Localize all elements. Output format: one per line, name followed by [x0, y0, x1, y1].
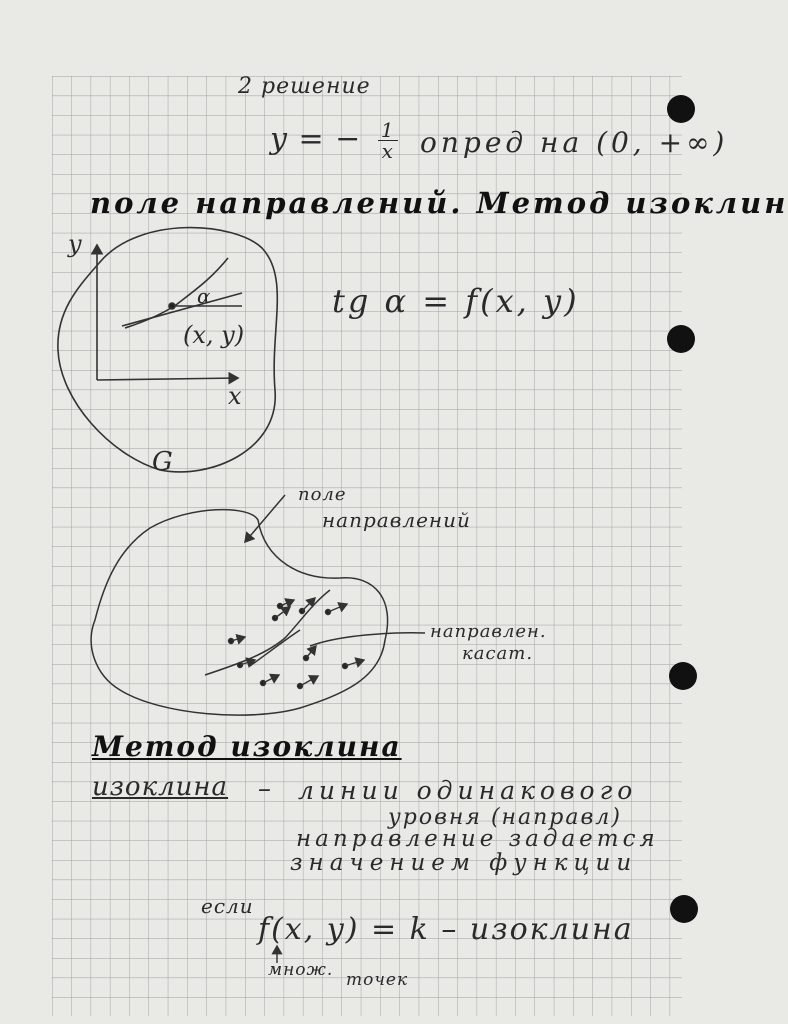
- if-word: если: [201, 894, 254, 918]
- field-label-line2: направлений: [322, 508, 471, 532]
- section-title-direction-field: поле направлений. Метод изоклин: [90, 186, 788, 220]
- tangent-label-line1: направлен.: [430, 621, 547, 642]
- isocline-equation: f(x, y) = k – изоклина: [258, 912, 634, 947]
- formula-fraction: [378, 120, 398, 161]
- definition-line2: уровня (направл): [388, 805, 622, 830]
- solution-label: 2 решение: [238, 74, 371, 99]
- binder-hole-icon: [670, 895, 698, 923]
- set-word: множ.: [268, 960, 334, 980]
- domain-note: опред на (0, +∞): [420, 126, 729, 159]
- definition-dash: –: [258, 774, 272, 804]
- angle-label: α: [197, 284, 211, 308]
- binder-hole-icon: [667, 95, 695, 123]
- field-label-line1: поле: [298, 484, 347, 505]
- formula-y: y = −: [270, 121, 362, 157]
- x-axis-label: x: [228, 382, 242, 410]
- header-formula: [270, 120, 404, 161]
- formula-numerator: 1: [378, 120, 398, 141]
- binder-hole-icon: [667, 325, 695, 353]
- definition-line3: направление задается: [296, 826, 659, 852]
- y-axis-label: y: [68, 230, 82, 258]
- points-word: точек: [346, 970, 409, 990]
- tangent-formula: tg α = f(x, y): [332, 282, 580, 320]
- definition-line4: значением функции: [290, 850, 638, 876]
- point-marker: [169, 303, 175, 309]
- formula-denominator: x: [381, 139, 394, 163]
- tangent-label-line2: касат.: [462, 643, 534, 664]
- binder-hole-icon: [669, 662, 697, 690]
- region-label: G: [152, 447, 173, 477]
- section-title-isocline: Метод изоклина: [92, 730, 402, 763]
- definition-line1: линии одинакового: [298, 776, 638, 805]
- definition-term: изоклина: [92, 772, 229, 802]
- point-label: (x, y): [183, 321, 245, 349]
